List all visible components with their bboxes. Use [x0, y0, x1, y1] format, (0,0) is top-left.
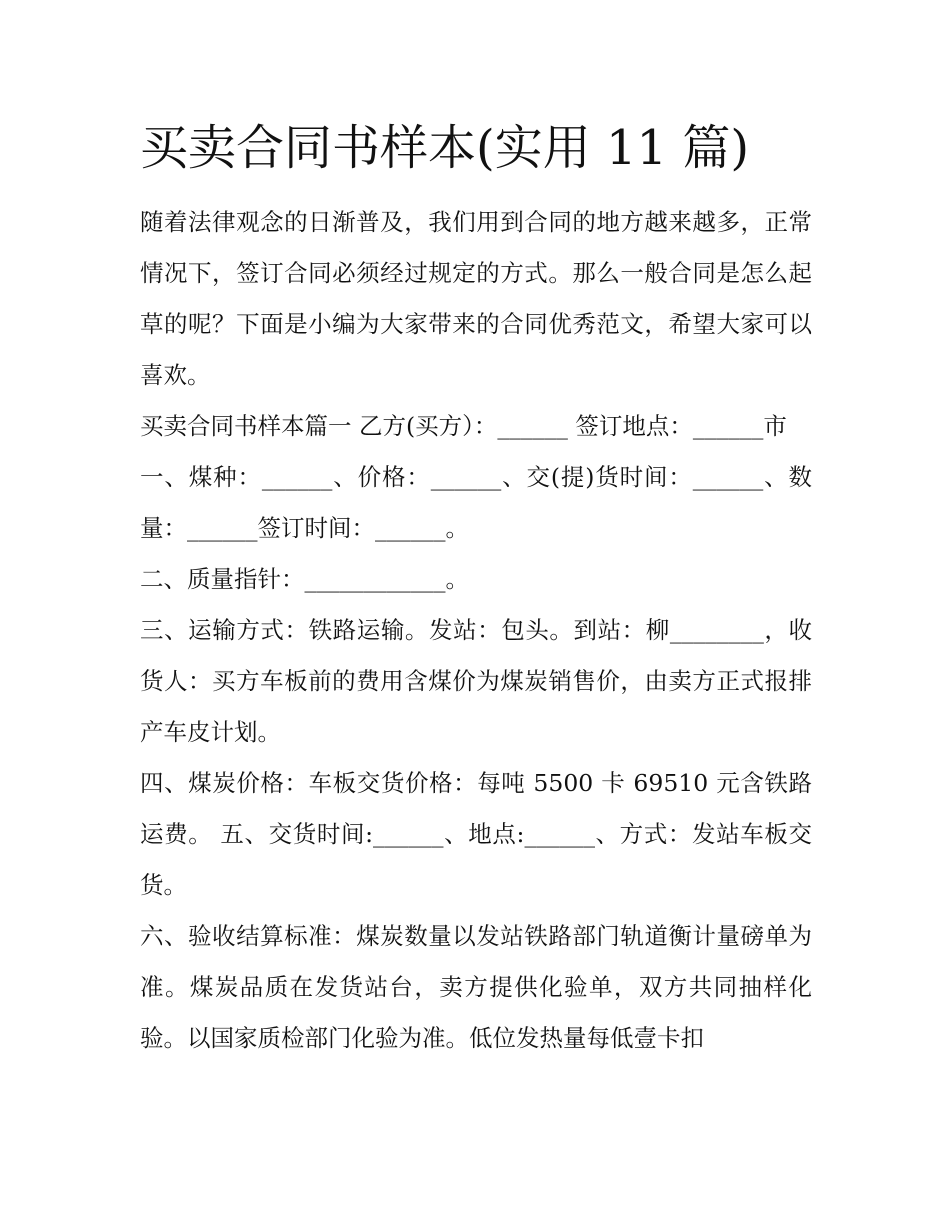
clause-2-quality: 二、质量指针：____________。: [140, 565, 469, 593]
clause-6-acceptance: 六、验收结算标准：煤炭数量以发站铁路部门轨道衡计量磅单为准。煤炭品质在发货站台，卖方提供化验单，双方共同抽样化验。以国家质检部门化验为准。低位发热量每低壹卡扣: [140, 922, 812, 1052]
document-body: [140, 197, 812, 1064]
intro-paragraph: 随着法律观念的日渐普及，我们用到合同的地方越来越多，正常情况下，签订合同必须经过规定的方式。那么一般合同是怎么起草的呢？下面是小编为大家带来的合同优秀范文，希望大家可以喜欢。: [140, 208, 812, 389]
clause-3-transport: 三、运输方式：铁路运输。发站：包头。到站：柳________，收货人：买方车板前的费用含煤价为煤炭销售价，由卖方正式报排产车皮计划。: [140, 616, 812, 746]
contract-header-paragraph: 买卖合同书样本篇一 乙方(买方）：______ 签订地点：______市: [140, 412, 787, 440]
document-title: 买卖合同书样本(实用 11 篇): [140, 120, 750, 176]
clause-4-price: 四、煤炭价格：车板交货价格：每吨 5500 卡 69510 元含铁路运费。 五、交货时间:______、地点:______、方式：发站车板交货。: [140, 769, 812, 899]
clause-1-coal-type: 一、煤种：______、价格：______、交(提)货时间：______、数量：______签订时间：______。: [140, 463, 812, 542]
